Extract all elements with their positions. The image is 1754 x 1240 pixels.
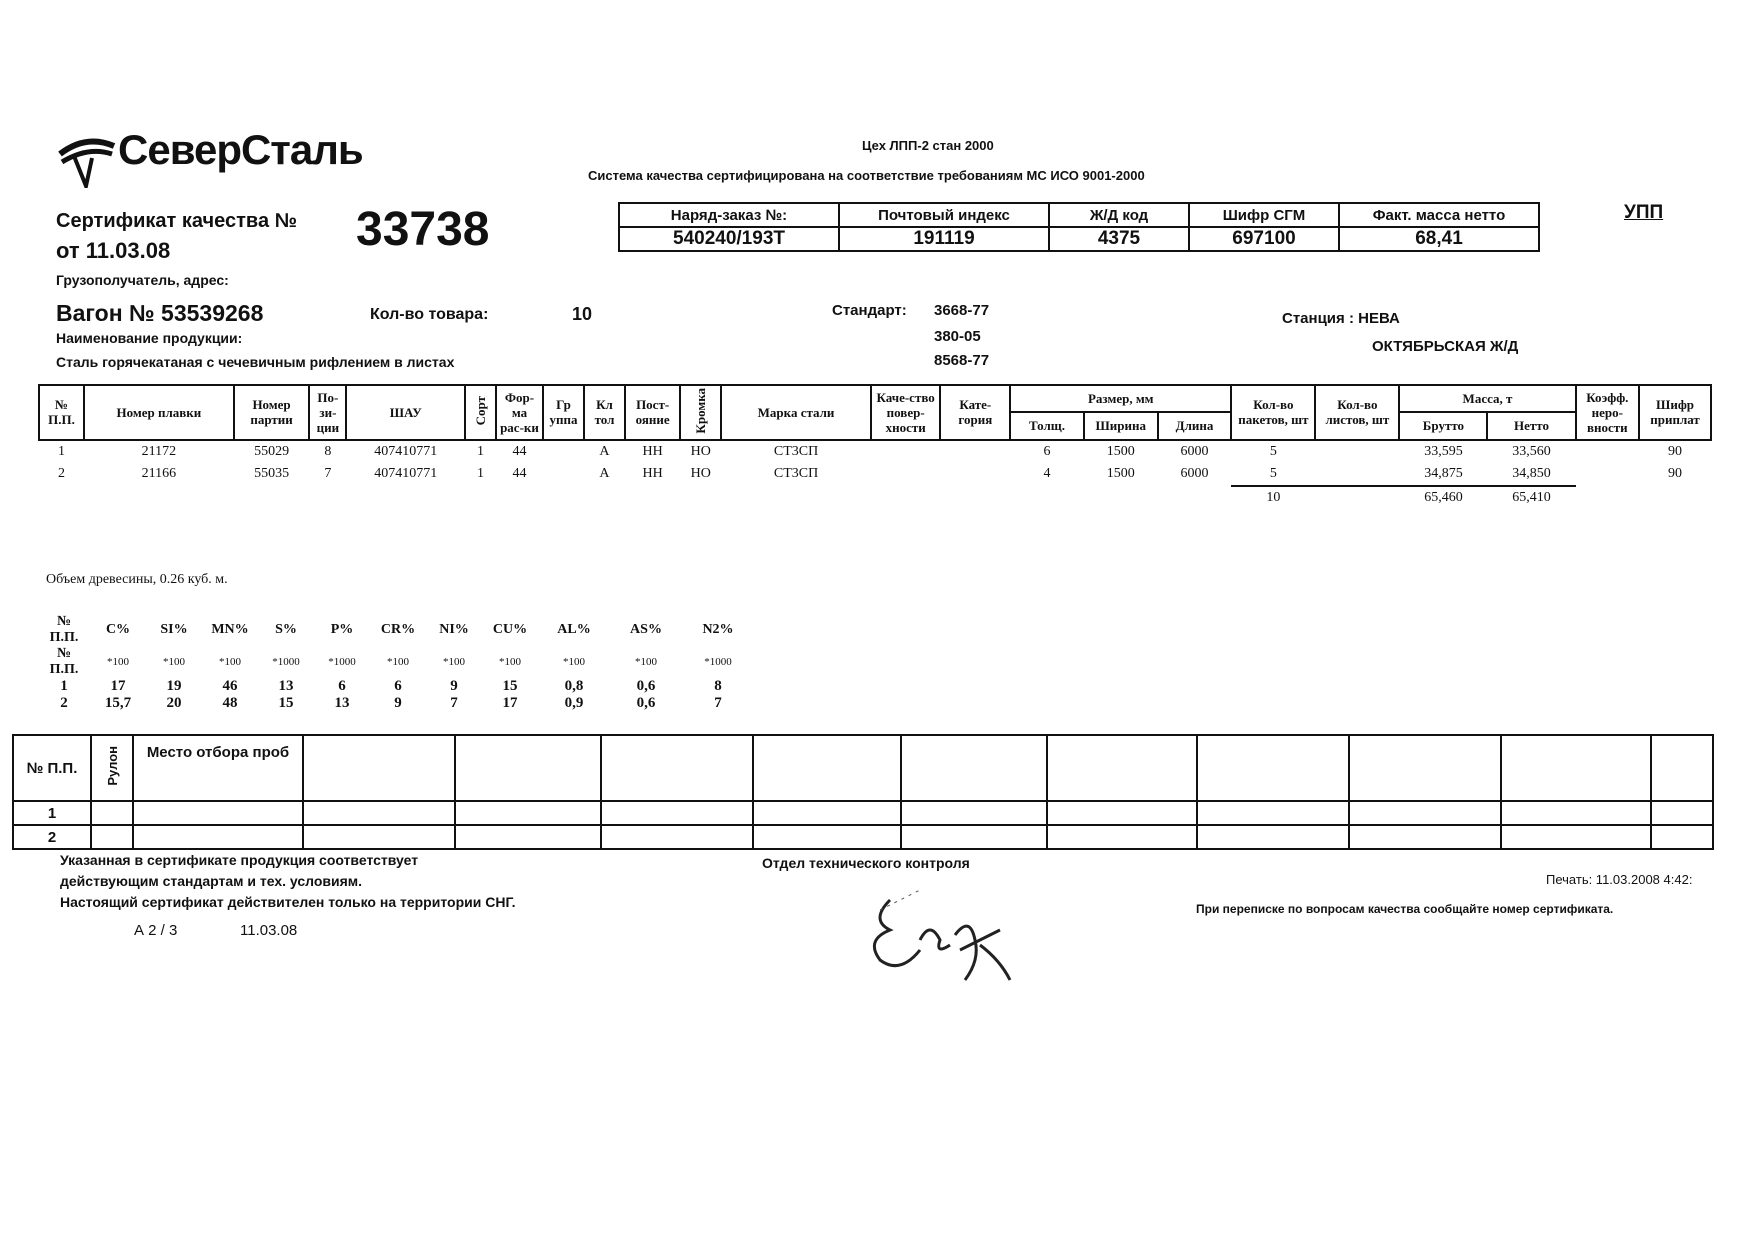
cell-num: 1 xyxy=(58,443,66,459)
chem-header: C% xyxy=(105,622,131,637)
chem-scale: *1000 xyxy=(328,656,356,668)
footer-code-date: 11.03.08 xyxy=(240,922,298,939)
col-qty-sheets: Кол-во листов, шт xyxy=(1315,385,1399,440)
samp-row-num: 2 xyxy=(13,825,91,849)
cell-form: 44 xyxy=(512,443,527,459)
order-value: 540240/193Т xyxy=(619,227,839,251)
cert-title: Сертификат качества № xyxy=(56,210,297,232)
chem-cell: 13 xyxy=(334,695,350,711)
cell-cipher: 90 xyxy=(1668,443,1683,459)
chem-cell: 8 xyxy=(714,678,722,694)
cell-num: 2 xyxy=(58,466,66,482)
col-length: Длина xyxy=(1158,412,1232,439)
col-cipher: Шифр приплат xyxy=(1639,385,1711,440)
footer-line-2: действующим стандартам и тех. условиям. xyxy=(60,873,363,889)
cell-thick: 6 xyxy=(1043,443,1051,459)
cell-qty: 5 xyxy=(1269,443,1277,459)
quality-system: Система качества сертифицирована на соответствие требованиям МС ИСО 9001-2000 xyxy=(588,168,1145,183)
cell-cat: А xyxy=(599,466,610,482)
order-header: Ж/Д код xyxy=(1049,203,1189,227)
order-header: Шифр СГМ xyxy=(1189,203,1339,227)
cell-coef xyxy=(1576,463,1640,486)
chem-cell: 9 xyxy=(450,678,458,694)
chem-cell: 0,6 xyxy=(636,678,656,694)
cell-state: НН xyxy=(642,466,663,482)
col-net: Нетто xyxy=(1487,412,1575,439)
order-header: Факт. масса нетто xyxy=(1339,203,1539,227)
chem-cell: 17 xyxy=(110,678,126,694)
col-width: Ширина xyxy=(1084,412,1158,439)
chem-header: N2% xyxy=(702,622,734,637)
samp-roll-header xyxy=(91,735,133,801)
total-gross: 65,460 xyxy=(1399,486,1487,509)
chem-cell: 0,6 xyxy=(636,695,656,711)
col-group: Гр уппа xyxy=(543,385,584,440)
chem-cell: 15 xyxy=(502,678,518,694)
chem-row xyxy=(38,678,754,695)
chem-header: SI% xyxy=(160,622,188,637)
col-edge xyxy=(680,385,721,440)
chem-scale: *100 xyxy=(499,656,521,668)
chem-cell: 48 xyxy=(222,695,238,711)
chem-cell: 2 xyxy=(60,695,68,711)
logo-emblem-icon xyxy=(56,132,116,188)
col-quality: Каче-ство повер-хности xyxy=(871,385,941,440)
footer-line-3: Настоящий сертификат действителен только на территории СНГ. xyxy=(60,894,516,910)
cell-batch: 55029 xyxy=(254,443,290,459)
chem-cell: 0,9 xyxy=(564,695,584,711)
cell-edge: НО xyxy=(690,443,711,459)
cell-gross: 33,595 xyxy=(1424,443,1463,459)
railway: ОКТЯБРЬСКАЯ Ж/Д xyxy=(1372,338,1519,355)
chem-row xyxy=(38,695,754,712)
chem-scale: *100 xyxy=(387,656,409,668)
upp-label: УПП xyxy=(1624,202,1664,223)
order-header: Наряд-заказ №: xyxy=(619,203,839,227)
print-info: Печать: 11.03.2008 4:42: xyxy=(1546,872,1693,887)
samp-place-header: Место отбора проб xyxy=(133,735,303,801)
cell-form: 44 xyxy=(512,466,527,482)
chem-scale: *1000 xyxy=(704,656,732,668)
order-table xyxy=(618,202,1540,252)
cell-net: 34,850 xyxy=(1512,465,1551,481)
table-row xyxy=(39,440,1711,463)
chem-header: CU% xyxy=(492,622,528,637)
station: Станция : НЕВА xyxy=(1282,310,1400,327)
consignee-label: Грузополучатель, адрес: xyxy=(56,272,229,288)
product-name: Сталь горячекатаная с чечевичным рифлением в листах xyxy=(56,354,455,370)
cell-qty: 5 xyxy=(1269,465,1277,481)
cell-packs: 7 xyxy=(324,466,332,482)
chem-cell: 15 xyxy=(278,695,294,711)
cell-width: 1500 xyxy=(1106,443,1135,459)
total-net: 65,410 xyxy=(1487,486,1575,509)
cell-grade: СТ3СП xyxy=(773,466,819,482)
col-batch: Номер партии xyxy=(234,385,310,440)
order-value: 4375 xyxy=(1049,227,1189,251)
chem-cell: 0,8 xyxy=(564,678,584,694)
samples-table xyxy=(12,734,1714,850)
order-value: 68,41 xyxy=(1339,227,1539,251)
chem-cell: 19 xyxy=(166,678,182,694)
chem-cell: 13 xyxy=(278,678,294,694)
table-row xyxy=(39,463,1711,486)
chem-cell: 20 xyxy=(166,695,182,711)
col-sort xyxy=(465,385,496,440)
cell-category xyxy=(940,440,1010,463)
shop-name: Цех ЛПП-2 стан 2000 xyxy=(862,138,994,153)
chem-scale: *100 xyxy=(635,656,657,668)
samp-row-num: 1 xyxy=(13,801,91,825)
chem-scale: *100 xyxy=(443,656,465,668)
samp-num-header: № П.П. xyxy=(13,735,91,801)
product-name-label: Наименование продукции: xyxy=(56,330,243,346)
signature-icon xyxy=(860,880,1040,990)
chem-scale: *100 xyxy=(163,656,185,668)
chem-cell: 1 xyxy=(60,678,68,694)
col-form: Фор-ма рас-ки xyxy=(496,385,543,440)
cell-melt: 21166 xyxy=(141,466,177,482)
col-category: Кате-гория xyxy=(940,385,1010,440)
logo-text: СеверСталь xyxy=(118,126,363,173)
col-coef: Коэфф. неро-вности xyxy=(1576,385,1640,440)
qty-label: Кол-во товара: xyxy=(370,306,489,323)
samp-row xyxy=(13,801,1713,825)
cell-edge: НО xyxy=(690,466,711,482)
wagon: Вагон № 53539268 xyxy=(56,300,264,326)
chem-header: NI% xyxy=(439,622,469,637)
col-state: Пост-ояние xyxy=(625,385,680,440)
chem-scale: *1000 xyxy=(272,656,300,668)
col-num: № П.П. xyxy=(39,385,84,440)
footer-code: А 2 / 3 xyxy=(134,922,178,939)
chemistry-table xyxy=(38,614,754,712)
cell-melt: 21172 xyxy=(141,443,177,459)
chem-cell: 17 xyxy=(502,695,518,711)
cell-quality xyxy=(871,440,941,463)
order-header: Почтовый индекс xyxy=(839,203,1049,227)
chem-cell: 46 xyxy=(222,678,238,694)
cell-cipher: 90 xyxy=(1668,466,1683,482)
col-mass: Масса, т xyxy=(1399,385,1575,412)
cell-shau: 407410771 xyxy=(374,466,438,482)
col-qty-packs: Кол-во пакетов, шт xyxy=(1231,385,1315,440)
col-size: Размер, мм xyxy=(1010,385,1231,412)
samp-roll-label: Рулон xyxy=(104,746,120,786)
chem-cell: 9 xyxy=(394,695,402,711)
otk-label: Отдел технического контроля xyxy=(762,855,970,871)
chem-header: № П.П. xyxy=(49,614,79,645)
cell-group xyxy=(543,463,584,486)
cell-shau: 407410771 xyxy=(374,443,438,459)
chem-scale: № П.П. xyxy=(49,646,79,677)
chem-header: S% xyxy=(275,622,297,637)
total-qty: 10 xyxy=(1231,486,1315,509)
chem-cell: 6 xyxy=(394,678,402,694)
standard-3: 8568-77 xyxy=(934,352,990,369)
col-melt: Номер плавки xyxy=(84,385,234,440)
col-grade: Марка стали xyxy=(721,385,871,440)
cell-group xyxy=(543,440,584,463)
chem-scale: *100 xyxy=(563,656,585,668)
col-gross: Брутто xyxy=(1399,412,1487,439)
col-shau: ШАУ xyxy=(346,385,465,440)
cell-category xyxy=(940,463,1010,486)
samp-row xyxy=(13,825,1713,849)
cell-sort: 1 xyxy=(477,443,485,459)
cell-sort: 1 xyxy=(477,466,485,482)
chem-header: P% xyxy=(330,622,354,637)
cell-coef xyxy=(1576,440,1640,463)
footer-line-1: Указанная в сертификате продукция соответствует xyxy=(60,852,419,868)
standard-2: 380-05 xyxy=(934,328,981,345)
order-value: 697100 xyxy=(1189,227,1339,251)
cell-batch: 55035 xyxy=(254,466,290,482)
standard-1: 3668-77 xyxy=(934,302,990,319)
chem-scale: *100 xyxy=(219,656,241,668)
footer-note: При переписке по вопросам качества сообщайте номер сертификата. xyxy=(1196,902,1614,916)
wood-volume: Объем древесины, 0.26 куб. м. xyxy=(46,572,228,587)
col-sort-label: Сорт xyxy=(473,396,489,426)
col-thick: Толщ. xyxy=(1010,412,1084,439)
chem-header: MN% xyxy=(211,622,249,637)
cell-width: 1500 xyxy=(1106,466,1135,482)
cert-date: от 11.03.08 xyxy=(56,238,171,263)
order-value: 191119 xyxy=(839,227,1049,251)
standard-label: Стандарт: xyxy=(832,302,907,319)
cell-net: 33,560 xyxy=(1512,443,1551,459)
cell-gross: 34,875 xyxy=(1424,465,1463,481)
totals-row xyxy=(39,486,1711,509)
cert-number: 33738 xyxy=(356,203,490,256)
product-table xyxy=(38,384,1712,509)
cell-sheets xyxy=(1315,463,1399,486)
chem-header: AS% xyxy=(630,622,662,637)
cell-length: 6000 xyxy=(1180,466,1209,482)
cell-grade: СТ3СП xyxy=(773,443,819,459)
chem-cell: 6 xyxy=(338,678,346,694)
chem-cell: 7 xyxy=(450,695,458,711)
chem-cell: 7 xyxy=(714,695,722,711)
qty-value: 10 xyxy=(572,304,593,324)
cell-thick: 4 xyxy=(1043,466,1051,482)
cell-packs: 8 xyxy=(324,443,332,459)
cell-cat: А xyxy=(599,443,610,459)
cell-quality xyxy=(871,463,941,486)
chem-scale: *100 xyxy=(107,656,129,668)
chem-header: AL% xyxy=(557,622,591,637)
cell-state: НН xyxy=(642,443,663,459)
cell-sheets xyxy=(1315,440,1399,463)
chem-cell: 15,7 xyxy=(104,695,132,711)
severstal-logo xyxy=(56,132,116,188)
chem-header: CR% xyxy=(380,622,416,637)
col-edge-label: Кромка xyxy=(693,388,709,434)
cell-length: 6000 xyxy=(1180,443,1209,459)
col-packs: По-зи-ции xyxy=(309,385,346,440)
col-cat: Кл тол xyxy=(584,385,625,440)
